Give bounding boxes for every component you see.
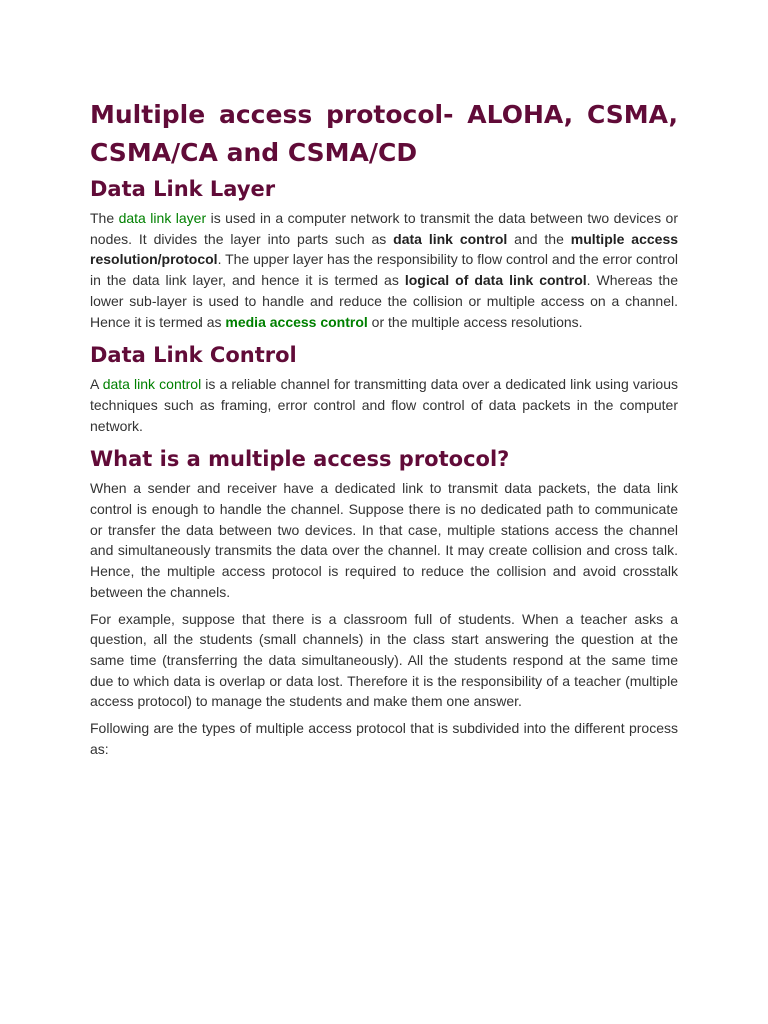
- paragraph-data-link-layer: The data link layer is used in a computer network to transmit the data between two devices or nodes. It divides the layer into parts such as data link control and the multiple access resolution/protocol. The upper layer has the responsibility to flow control and the error control in the data link layer, and hence it is termed as logical of data link control. Whereas the lower sub-layer is used to handle and reduce the collision or multiple access on a channel. Hence it is termed as media access control or the multiple access resolutions.: [90, 210, 679, 330]
- link-media-access-control[interactable]: media access control: [225, 313, 368, 330]
- bold-multiple-access-resolution: multiple access resolution/protocol: [90, 230, 679, 268]
- link-data-link-control[interactable]: data link control: [102, 376, 202, 393]
- document-page: [90, 96, 678, 765]
- paragraph-dedicated-link: When a sender and receiver have a dedicated link to transmit data packets, the data link control is enough to handle the channel. Suppose there is no dedicated path to communicate or transfer the data between two devices. In that case, multiple stations access the channel and simultaneously transmits the data over the channel. It may create collision and cross talk. Hence, the multiple access protocol is required to reduce the collision and avoid crosstalk between the channels.: [90, 480, 678, 600]
- heading-data-link-control: Data Link Control: [90, 343, 297, 368]
- bold-logical-link-control: logical of data link control: [404, 272, 587, 289]
- paragraph-classroom-example: For example, suppose that there is a classroom full of students. When a teacher asks a question, all the students (small channels) in the class start answering the question at the same time (transferring the data simultaneously). All the students respond at the same time due to which data is overlap or data lost. Therefore it is the responsibility of a teacher (multiple access protocol) to manage the students and make them one answer.: [90, 610, 678, 710]
- link-data-link-layer[interactable]: data link layer: [118, 210, 207, 226]
- heading-multiple-access-protocol: What is a multiple access protocol?: [90, 447, 510, 472]
- paragraph-types-intro: Following are the types of multiple access protocol that is subdivided into the different process as:: [90, 720, 678, 757]
- bold-data-link-control: data link control: [393, 230, 508, 247]
- heading-data-link-layer: Data Link Layer: [90, 177, 276, 201]
- document-title: Multiple access protocol- ALOHA, CSMA, CSMA/CA and CSMA/CD: [90, 100, 678, 167]
- paragraph-data-link-control: A data link control is a reliable channel for transmitting data over a dedicated link using various techniques such as framing, error control and flow control of data packets in the computer network.: [90, 376, 678, 434]
